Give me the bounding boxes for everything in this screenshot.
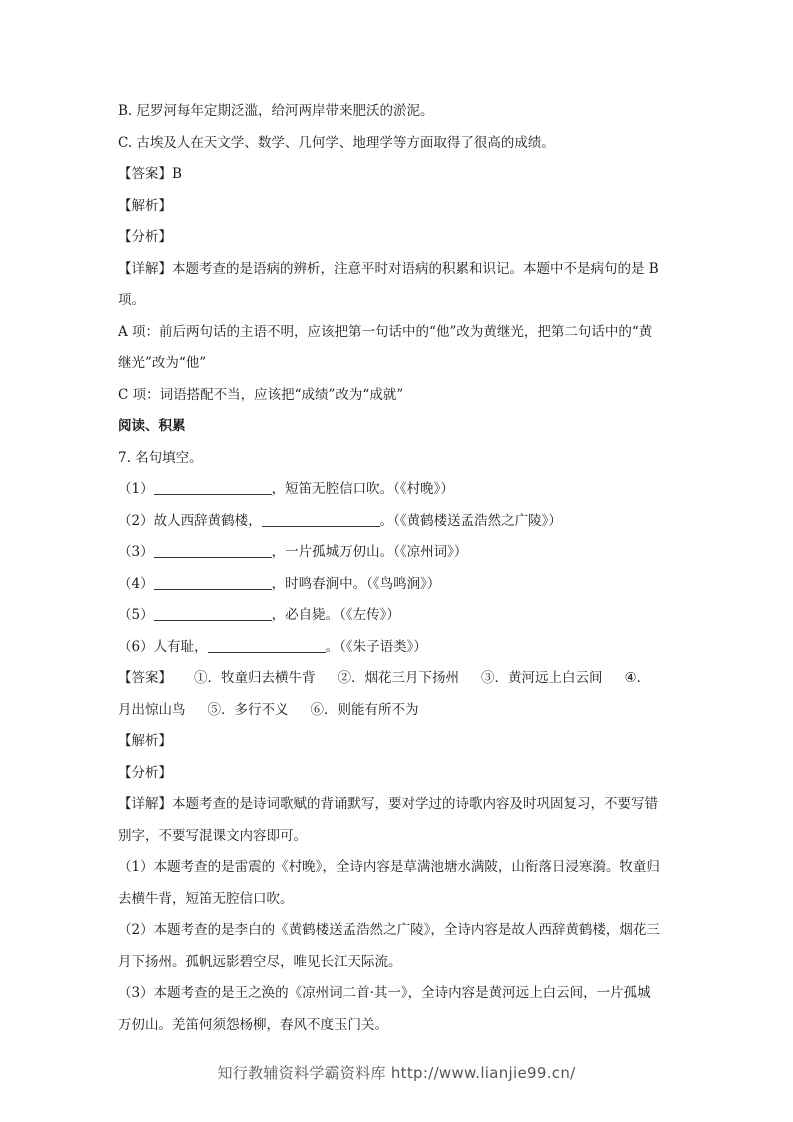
analysis-sub-heading-2: 【分析】 [118, 764, 172, 781]
detail-text: 【详解】本题考查的是语病的辨析，注意平时对语病的积累和识记。本题中不是病句的是 B [118, 260, 659, 277]
question-item-6: （6）人有耻， 。（《朱子语类》） [118, 638, 427, 655]
analysis-heading-2: 【解析】 [118, 733, 172, 749]
answer-line: 【答案】 ①．牧童归去横牛背 ②．烟花三月下扬州 ③．黄河远上白云间 ④． [118, 670, 651, 686]
question-item-3: （3） ，一片孤城万仞山。（《凉州词》） [118, 544, 468, 560]
blank-line[interactable] [262, 512, 380, 527]
answer-line-cont: 月出惊山鸟 ⑤．多行不义 ⑥．则能有所不为 [118, 701, 419, 718]
blank-line[interactable] [154, 606, 272, 621]
detail-item-2: （2）本题考查的是李白的《黄鹤楼送孟浩然之广陵》，全诗内容是故人西辞黄鹤楼，烟花三 [118, 922, 660, 938]
answer-heading: 【答案】B [118, 166, 182, 182]
detail-text-2-cont: 别字，不要写混课文内容即可。 [118, 827, 307, 844]
blank-line[interactable] [208, 638, 326, 653]
blank-line[interactable] [154, 575, 272, 590]
item-c-explanation: C 项：词语搭配不当，应该把“成绩”改为“成就” [118, 386, 404, 403]
analysis-sub-heading: 【分析】 [118, 229, 172, 245]
detail-item-1: （1）本题考查的是雷震的《村晚》，全诗内容是草满池塘水满陂，山衔落日浸寒漪。牧童归 [118, 859, 660, 875]
detail-text-cont: 项。 [118, 292, 145, 308]
section-title: 阅读、积累 [118, 418, 186, 434]
analysis-heading: 【解析】 [118, 197, 172, 214]
question-item-5: （5） ，必自毙。（《左传》） [118, 607, 400, 623]
item-a-explanation-cont: 继光”改为“他” [118, 355, 207, 371]
option-b: B. 尼罗河每年定期泛滥，给河两岸带来肥沃的淤泥。 [118, 103, 434, 119]
question-item-1: （1） ，短笛无腔信口吹。（《村晚》） [118, 481, 454, 497]
detail-item-2-cont: 月下扬州。孤帆远影碧空尽，唯见长江天际流。 [118, 953, 402, 970]
option-c: C. 古埃及人在天文学、数学、几何学、地理学等方面取得了很高的成绩。 [118, 134, 555, 151]
detail-item-1-cont: 去横牛背，短笛无腔信口吹。 [118, 890, 294, 907]
blank-line[interactable] [154, 543, 272, 558]
blank-line[interactable] [154, 480, 272, 495]
item-a-explanation: A 项：前后两句话的主语不明，应该把第一句话中的“他”改为黄继光，把第二句话中的“黄 [118, 323, 653, 340]
detail-text-2: 【详解】本题考查的是诗词歌赋的背诵默写，要对学过的诗歌内容及时巩固复习，不要写错 [118, 796, 658, 812]
document-body [118, 96, 688, 1041]
question-item-2: （2）故人西辞黄鹤楼， 。（《黄鹤楼送孟浩然之广陵》） [118, 512, 562, 529]
question-item-4: （4） ，时鸣春涧中。（《鸟鸣涧》） [118, 575, 441, 592]
detail-item-3: （3）本题考查的是王之涣的《凉州词二首·其一》，全诗内容是黄河远上白云间，一片孤城 [118, 985, 651, 1001]
detail-item-3-cont: 万仞山。羌笛何须怨杨柳，春风不度玉门关。 [118, 1016, 388, 1033]
footer-watermark: 知行教辅资料学霸资料库 http://www.lianjie99.cn/ [217, 1064, 576, 1082]
question-7-title: 7. 名句填空。 [118, 449, 203, 466]
